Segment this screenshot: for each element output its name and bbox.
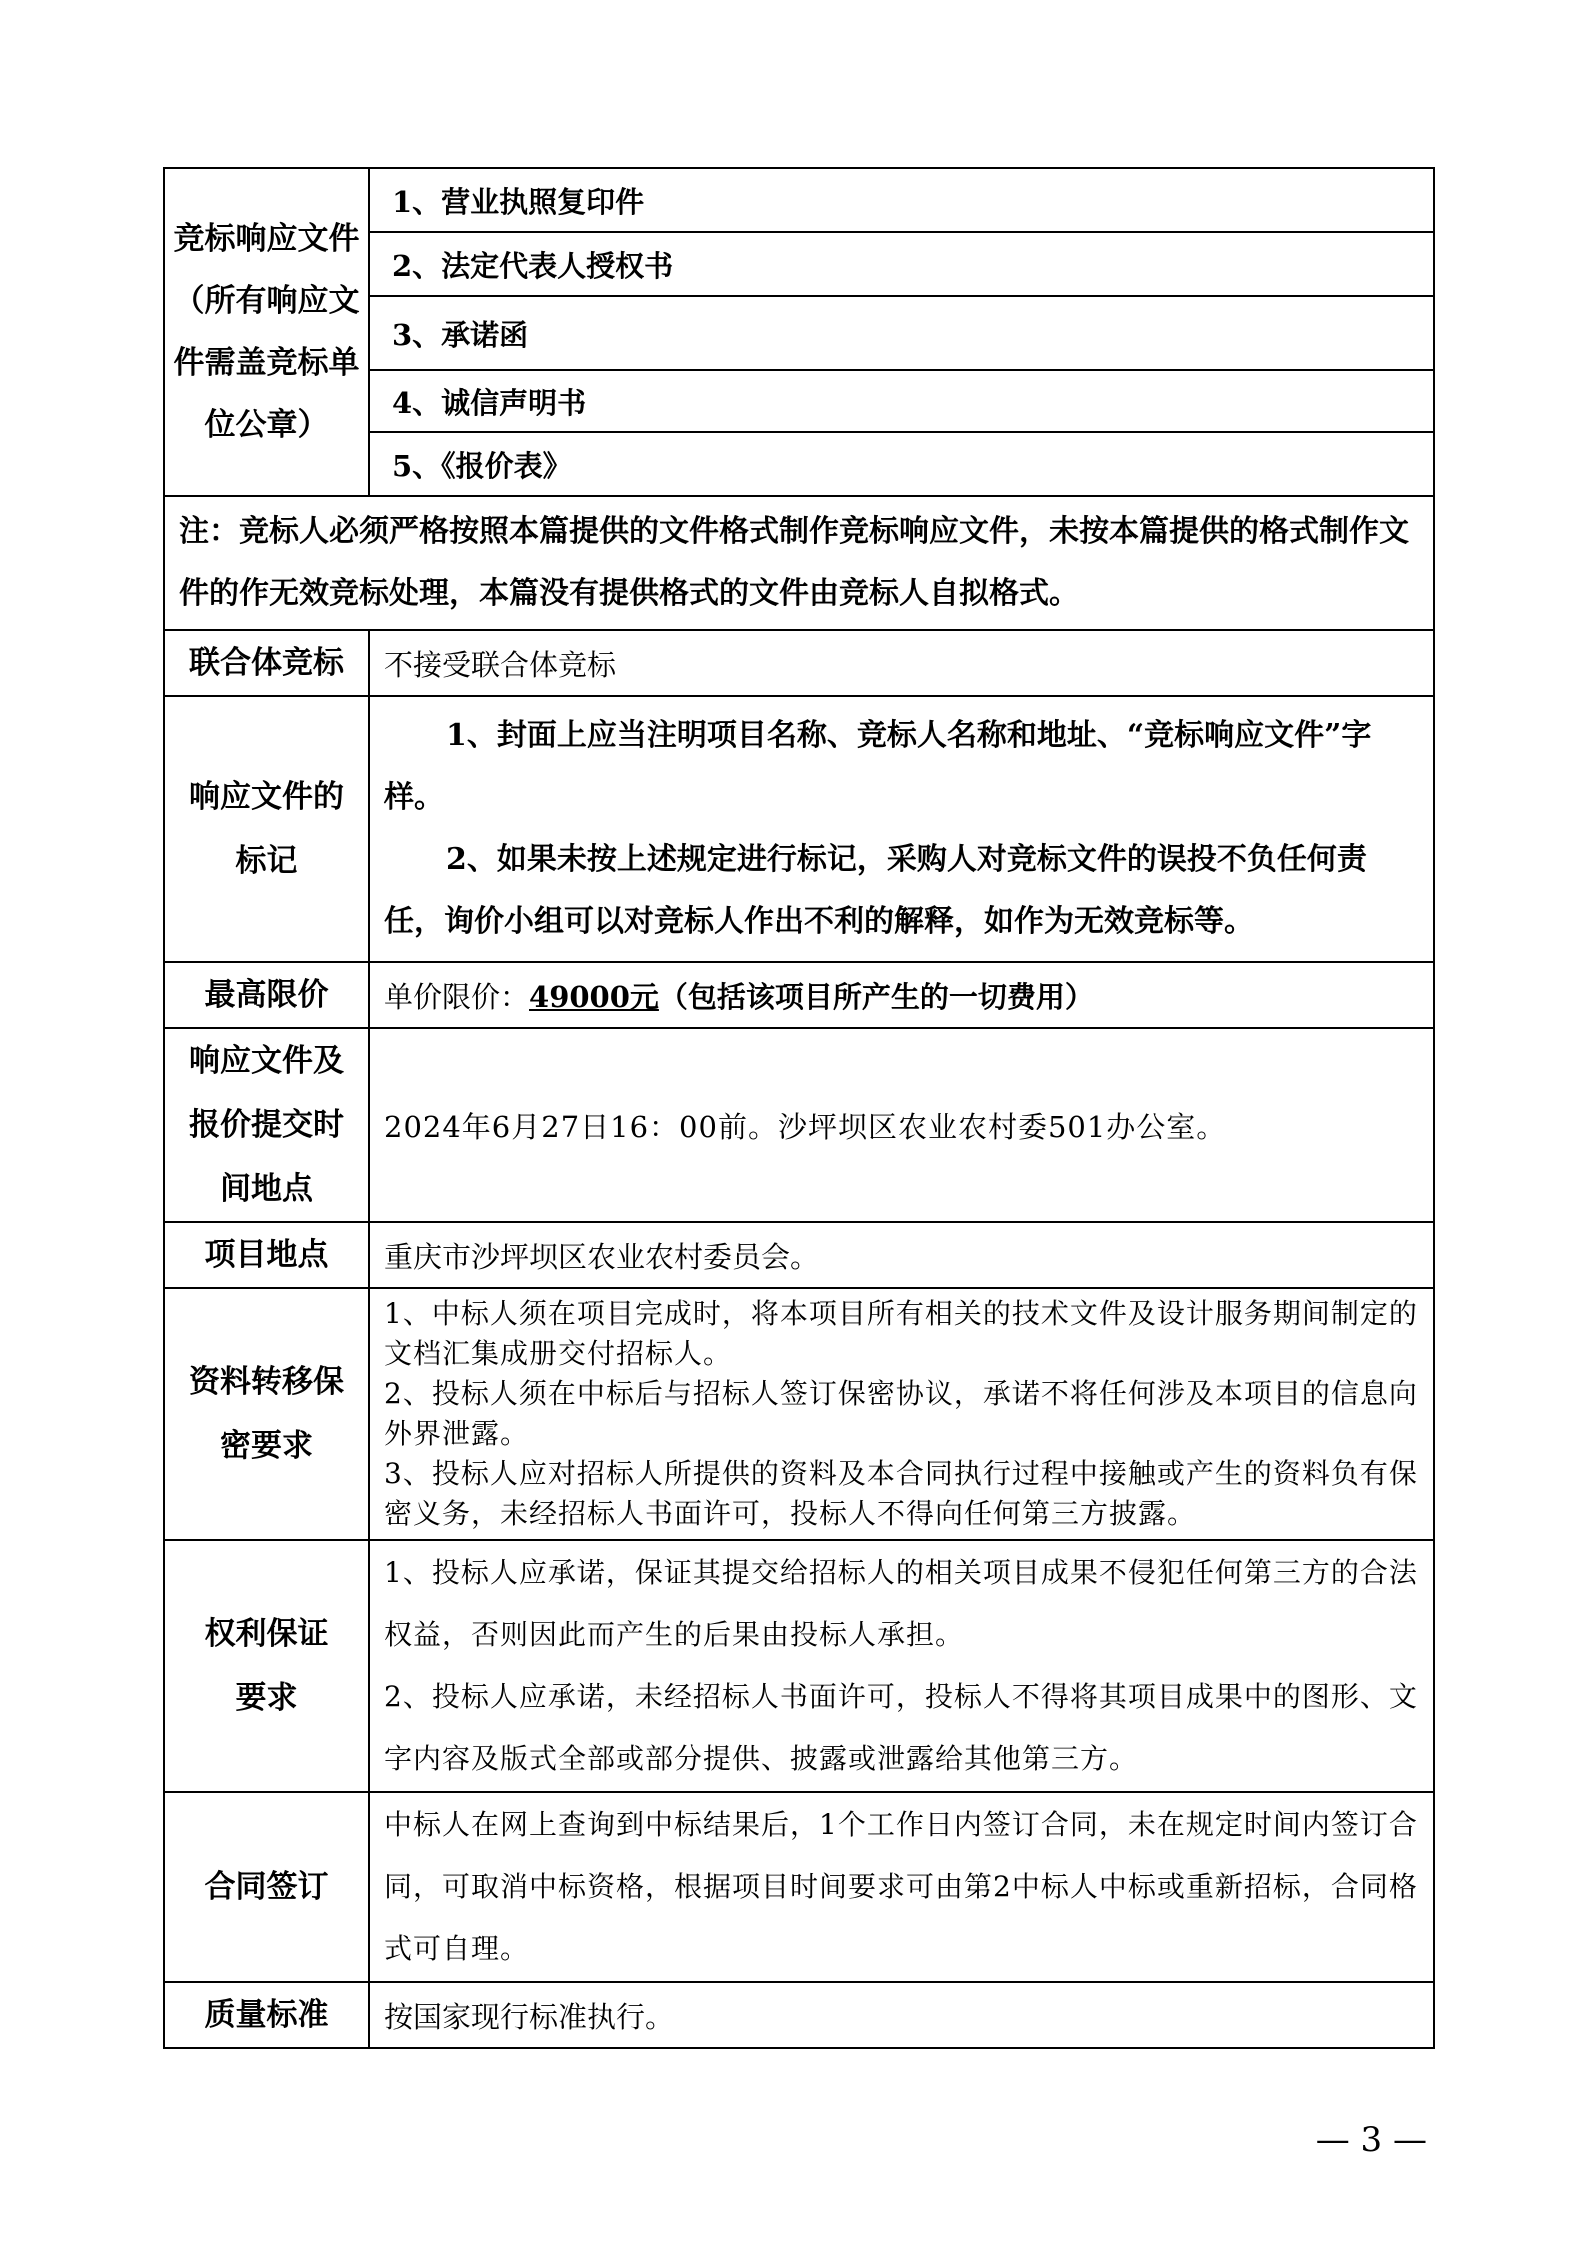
- format-note: 注：竞标人必须严格按照本篇提供的文件格式制作竞标响应文件，未按本篇提供的格式制作文件的作无效竞标处理，本篇没有提供格式的文件由竞标人自拟格式。: [164, 496, 1434, 630]
- quality-label: 质量标准: [164, 1982, 369, 2048]
- consortium-label: 联合体竞标: [164, 630, 369, 696]
- requirements-table: [163, 167, 1435, 2049]
- rights-para: 2、投标人应承诺，未经招标人书面许可，投标人不得将其项目成果中的图形、文字内容及版式全部或部分提供、披露或泄露给其他第三方。: [384, 1680, 1418, 1775]
- confidentiality-para: 3、投标人应对招标人所提供的资料及本合同执行过程中接触或产生的资料负有保密义务，未经招标人书面许可，投标人不得向任何第三方披露。: [384, 1457, 1418, 1530]
- confidentiality-para: 2、投标人须在中标后与招标人签订保密协议，承诺不将任何涉及本项目的信息向外界泄露。: [384, 1377, 1418, 1450]
- confidentiality-para: 1、中标人须在项目完成时，将本项目所有相关的技术文件及设计服务期间制定的文档汇集成册交付招标人。: [384, 1297, 1418, 1370]
- max-price-label: 最高限价: [164, 962, 369, 1028]
- submission-value: 2024年6月27日16：00前。沙坪坝区农业农村委501办公室。: [369, 1028, 1434, 1222]
- contract-value: 中标人在网上查询到中标结果后，1个工作日内签订合同，未在规定时间内签订合同，可取消中标资格，根据项目时间要求可由第2中标人中标或重新招标，合同格式可自理。: [369, 1792, 1434, 1982]
- submission-label: 响应文件及 报价提交时 间地点: [164, 1028, 369, 1222]
- confidentiality-content: [369, 1288, 1434, 1540]
- response-doc-item: 3、承诺函: [369, 296, 1434, 370]
- location-label: 项目地点: [164, 1222, 369, 1288]
- consortium-value: 不接受联合体竞标: [369, 630, 1434, 696]
- marking-para: 1、封面上应当注明项目名称、竞标人名称和地址、“竞标响应文件”字样。: [384, 718, 1372, 815]
- rights-content: [369, 1540, 1434, 1792]
- marking-para: 2、如果未按上述规定进行标记，采购人对竞标文件的误投不负任何责任，询价小组可以对竞标人作出不利的解释，如作为无效竞标等。: [384, 842, 1367, 939]
- response-doc-item: 5、《报价表》: [369, 432, 1434, 496]
- max-price-value: [369, 962, 1434, 1028]
- marking-content: [369, 696, 1434, 962]
- response-doc-item: 4、诚信声明书: [369, 370, 1434, 432]
- max-price-amount: 49000元: [529, 979, 659, 1014]
- response-doc-item: 1、营业执照复印件: [369, 168, 1434, 232]
- quality-value: 按国家现行标准执行。: [369, 1982, 1434, 2048]
- marking-label: 响应文件的 标记: [164, 696, 369, 962]
- rights-para: 1、投标人应承诺，保证其提交给招标人的相关项目成果不侵犯任何第三方的合法权益，否则因此而产生的后果由投标人承担。: [384, 1556, 1418, 1651]
- location-value: 重庆市沙坪坝区农业农村委员会。: [369, 1222, 1434, 1288]
- confidentiality-label: 资料转移保 密要求: [164, 1288, 369, 1540]
- page-number: — 3 —: [1315, 2120, 1427, 2160]
- rights-label: 权利保证 要求: [164, 1540, 369, 1792]
- max-price-desc: （包括该项目所产生的一切费用）: [658, 979, 1094, 1014]
- contract-label: 合同签订: [164, 1792, 369, 1982]
- response-docs-label: 竞标响应文件 （所有响应文 件需盖竞标单 位公章）: [164, 168, 369, 496]
- response-doc-item: 2、法定代表人授权书: [369, 232, 1434, 296]
- max-price-prefix: 单价限价：: [384, 979, 530, 1014]
